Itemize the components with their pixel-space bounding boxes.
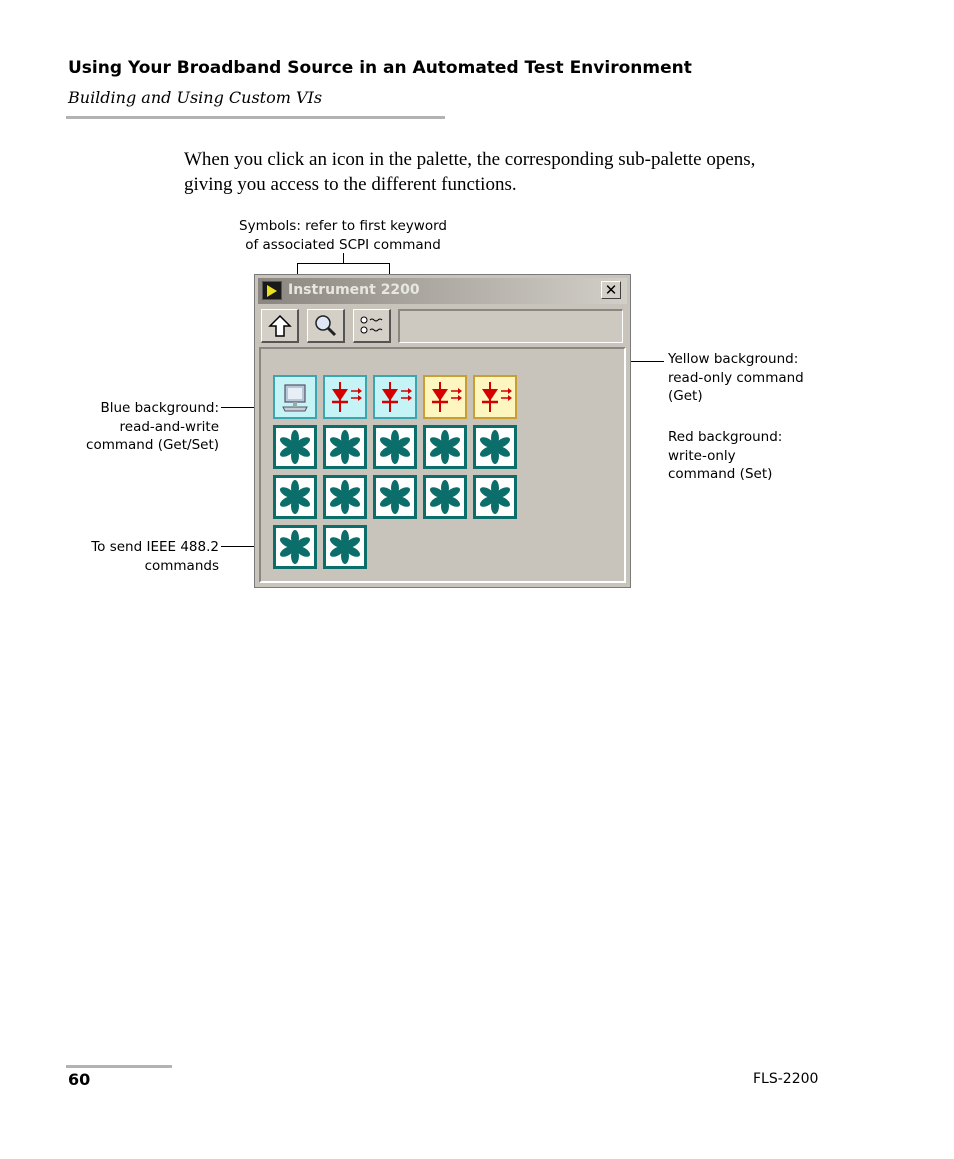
callout-red-line1: Red background: bbox=[668, 429, 783, 445]
palette-icon-function[interactable] bbox=[273, 525, 317, 569]
palette-icon-source-2[interactable] bbox=[373, 375, 417, 419]
diode-source-icon bbox=[375, 377, 415, 417]
callout-red-line2: write-only bbox=[668, 447, 736, 464]
asterisk-icon bbox=[476, 478, 514, 516]
palette-icon-function[interactable] bbox=[323, 525, 367, 569]
diode-source-icon bbox=[325, 377, 365, 417]
palette-icon-function[interactable] bbox=[373, 425, 417, 469]
footer-rule bbox=[66, 1065, 172, 1068]
labview-vi-icon bbox=[262, 281, 282, 300]
palette-icon-panel bbox=[259, 347, 626, 583]
callout-ieee bbox=[70, 538, 219, 575]
asterisk-icon bbox=[326, 428, 364, 466]
palette-icon-function[interactable] bbox=[473, 475, 517, 519]
asterisk-icon bbox=[376, 478, 414, 516]
callout-yellow bbox=[668, 350, 804, 406]
running-header-title: Using Your Broadband Source in an Automated Test Environment bbox=[68, 58, 692, 78]
asterisk-icon bbox=[476, 428, 514, 466]
palette-icon-function[interactable] bbox=[423, 475, 467, 519]
palette-icon-function[interactable] bbox=[273, 475, 317, 519]
asterisk-icon bbox=[276, 478, 314, 516]
callout-symbols-line1: Symbols: refer to first keyword bbox=[239, 218, 447, 234]
close-button[interactable] bbox=[601, 281, 621, 299]
palette-icon-source-1[interactable] bbox=[323, 375, 367, 419]
leader-symbols-bar bbox=[297, 263, 390, 264]
palette-icon-source-3[interactable] bbox=[423, 375, 467, 419]
close-icon: ✕ bbox=[604, 281, 618, 299]
document-name: FLS-2200 bbox=[753, 1071, 819, 1087]
asterisk-icon bbox=[326, 528, 364, 566]
callout-blue-line2: read-and-write bbox=[119, 418, 219, 435]
palette-toolbar bbox=[259, 307, 626, 345]
options-list-icon bbox=[354, 310, 390, 342]
diode-source-icon bbox=[425, 377, 465, 417]
palette-icon-function[interactable] bbox=[323, 425, 367, 469]
asterisk-icon bbox=[276, 528, 314, 566]
callout-blue-line1: Blue background: bbox=[100, 400, 219, 416]
diode-source-icon bbox=[475, 377, 515, 417]
palette-icon-system[interactable] bbox=[273, 375, 317, 419]
palette-window bbox=[254, 274, 631, 588]
search-button[interactable] bbox=[307, 309, 345, 343]
callout-red bbox=[668, 428, 782, 484]
asterisk-icon bbox=[276, 428, 314, 466]
options-button[interactable] bbox=[353, 309, 391, 343]
asterisk-icon bbox=[426, 428, 464, 466]
callout-blue bbox=[70, 399, 219, 455]
monitor-icon bbox=[275, 377, 315, 417]
asterisk-icon bbox=[376, 428, 414, 466]
window-titlebar[interactable] bbox=[258, 278, 627, 304]
callout-ieee-line1: To send IEEE 488.2 bbox=[91, 539, 219, 555]
header-rule bbox=[66, 116, 445, 119]
callout-blue-line3: command (Get/Set) bbox=[86, 437, 219, 453]
up-button[interactable] bbox=[261, 309, 299, 343]
body-paragraph: When you click an icon in the palette, the corresponding sub-palette opens, giving you access to the different functions. bbox=[184, 149, 756, 195]
asterisk-icon bbox=[426, 478, 464, 516]
callout-yellow-line3: (Get) bbox=[668, 388, 703, 404]
running-header-subtitle: Building and Using Custom VIs bbox=[68, 88, 323, 107]
palette-icon-function[interactable] bbox=[323, 475, 367, 519]
palette-icon-function[interactable] bbox=[423, 425, 467, 469]
callout-ieee-line2: commands bbox=[144, 557, 219, 574]
callout-symbols-line2: of associated SCPI command bbox=[245, 236, 441, 253]
magnifier-icon bbox=[308, 310, 344, 342]
page-number: 60 bbox=[68, 1070, 91, 1089]
callout-symbols bbox=[229, 217, 457, 254]
palette-path-field bbox=[398, 309, 623, 343]
palette-icon-function[interactable] bbox=[473, 425, 517, 469]
callout-red-line3: command (Set) bbox=[668, 466, 773, 482]
callout-yellow-line1: Yellow background: bbox=[668, 351, 799, 367]
callout-yellow-line2: read-only command bbox=[668, 369, 804, 386]
palette-icon-function[interactable] bbox=[373, 475, 417, 519]
up-arrow-icon bbox=[262, 310, 298, 342]
palette-icon-source-4[interactable] bbox=[473, 375, 517, 419]
asterisk-icon bbox=[326, 478, 364, 516]
window-title: Instrument 2200 bbox=[288, 282, 420, 298]
palette-icon-function[interactable] bbox=[273, 425, 317, 469]
